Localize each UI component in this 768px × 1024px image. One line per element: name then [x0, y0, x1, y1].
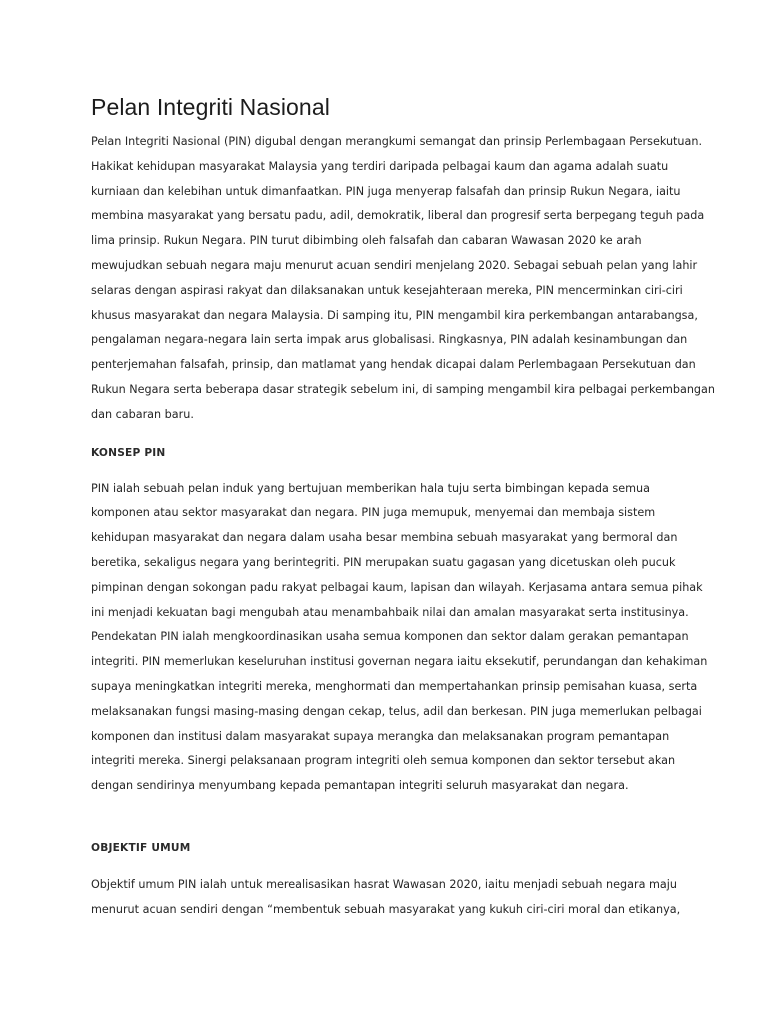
paragraph-line: Rukun Negara serta beberapa dasar strategik sebelum ini, di samping mengambil kira pelbagai perkembangan	[91, 382, 715, 396]
paragraph-line: membina masyarakat yang bersatu padu, adil, demokratik, liberal dan progresif serta berpegang teguh pada	[91, 209, 705, 223]
paragraph-line: pengalaman negara-negara lain serta impak arus globalisasi. Ringkasnya, PIN adalah kesinambungan dan	[91, 333, 688, 347]
paragraph-line: integriti. PIN memerlukan keseluruhan institusi governan negara iaitu eksekutif, perundangan dan kehakiman	[91, 655, 708, 669]
paragraph-line: kehidupan masyarakat dan negara dalam usaha besar membina sebuah masyarakat yang bermoral dan	[91, 531, 678, 545]
paragraph-line: kurniaan dan kelebihan untuk dimanfaatkan. PIN juga menyerap falsafah dan prinsip Rukun Negara, iaitu	[91, 184, 681, 198]
paragraph-line: dengan sendirinya menyumbang kepada pemantapan integriti seluruh masyarakat dan negara.	[91, 779, 629, 793]
paragraph-line: dan cabaran baru.	[91, 407, 194, 421]
konsep-paragraph	[91, 477, 708, 799]
paragraph-line: menurut acuan sendiri dengan “membentuk sebuah masyarakat yang kukuh ciri-ciri moral dan etikanya,	[91, 902, 681, 916]
objektif-paragraph	[91, 873, 691, 923]
paragraph-line: lima prinsip. Rukun Negara. PIN turut dibimbing oleh falsafah dan cabaran Wawasan 2020 ke arah	[91, 234, 642, 248]
paragraph-line: ini menjadi kekuatan bagi mengubah atau menambahbaik nilai dan amalan masyarakat serta institusinya.	[91, 605, 689, 619]
paragraph-line: pimpinan dengan sokongan padu rakyat pelbagai kaum, lapisan dan wilayah. Kerjasama antara semua pihak	[91, 580, 703, 594]
paragraph-line: Objektif umum PIN ialah untuk merealisasikan hasrat Wawasan 2020, iaitu menjadi sebuah negara maju	[91, 877, 677, 891]
paragraph-line: penterjemahan falsafah, prinsip, dan matlamat yang hendak dicapai dalam Perlembagaan Persekutuan dan	[91, 358, 696, 372]
section-heading-konsep: KONSEP PIN	[91, 446, 166, 459]
paragraph-line: Pendekatan PIN ialah mengkoordinasikan usaha semua komponen dan sektor dalam gerakan pemantapan	[91, 630, 689, 644]
paragraph-line: komponen atau sektor masyarakat dan negara. PIN juga memupuk, menyemai dan membaja sistem	[91, 506, 656, 520]
paragraph-line: mewujudkan sebuah negara maju menurut acuan sendiri menjelang 2020. Sebagai sebuah pelan yang lahir	[91, 258, 698, 272]
paragraph-line: selaras dengan aspirasi rakyat dan dilaksanakan untuk kesejahteraan mereka, PIN mencerminkan ciri-ciri	[91, 283, 683, 297]
document-title: Pelan Integriti Nasional	[91, 94, 330, 120]
paragraph-line: PIN ialah sebuah pelan induk yang bertujuan memberikan hala tuju serta bimbingan kepada semua	[91, 481, 650, 495]
paragraph-line: Hakikat kehidupan masyarakat Malaysia yang terdiri daripada pelbagai kaum dan agama adalah suatu	[91, 159, 669, 173]
section-heading-objektif: OBJEKTIF UMUM	[91, 841, 191, 854]
paragraph-line: komponen dan institusi dalam masyarakat supaya merangka dan melaksanakan program pemantapan	[91, 729, 670, 743]
document-page	[91, 90, 715, 923]
paragraph-line: integriti mereka. Sinergi pelaksanaan program integriti oleh semua komponen dan sektor tersebut akan	[91, 754, 676, 768]
paragraph-line: beretika, sekaligus negara yang berintegriti. PIN merupakan suatu gagasan yang dicetuskan oleh pucuk	[91, 555, 676, 569]
paragraph-line: khusus masyarakat dan negara Malaysia. Di samping itu, PIN mengambil kira perkembangan antarabangsa,	[91, 308, 698, 322]
paragraph-line: melaksanakan fungsi masing-masing dengan cekap, telus, adil dan berkesan. PIN juga memerlukan pelbagai	[91, 704, 702, 718]
paragraph-line: Pelan Integriti Nasional (PIN) digubal dengan merangkumi semangat dan prinsip Perlembagaan Persekutuan.	[91, 135, 703, 148]
paragraph-line: supaya meningkatkan integriti mereka, menghormati dan mempertahankan prinsip pemisahan kuasa, serta	[91, 679, 698, 693]
intro-paragraph	[91, 130, 715, 428]
